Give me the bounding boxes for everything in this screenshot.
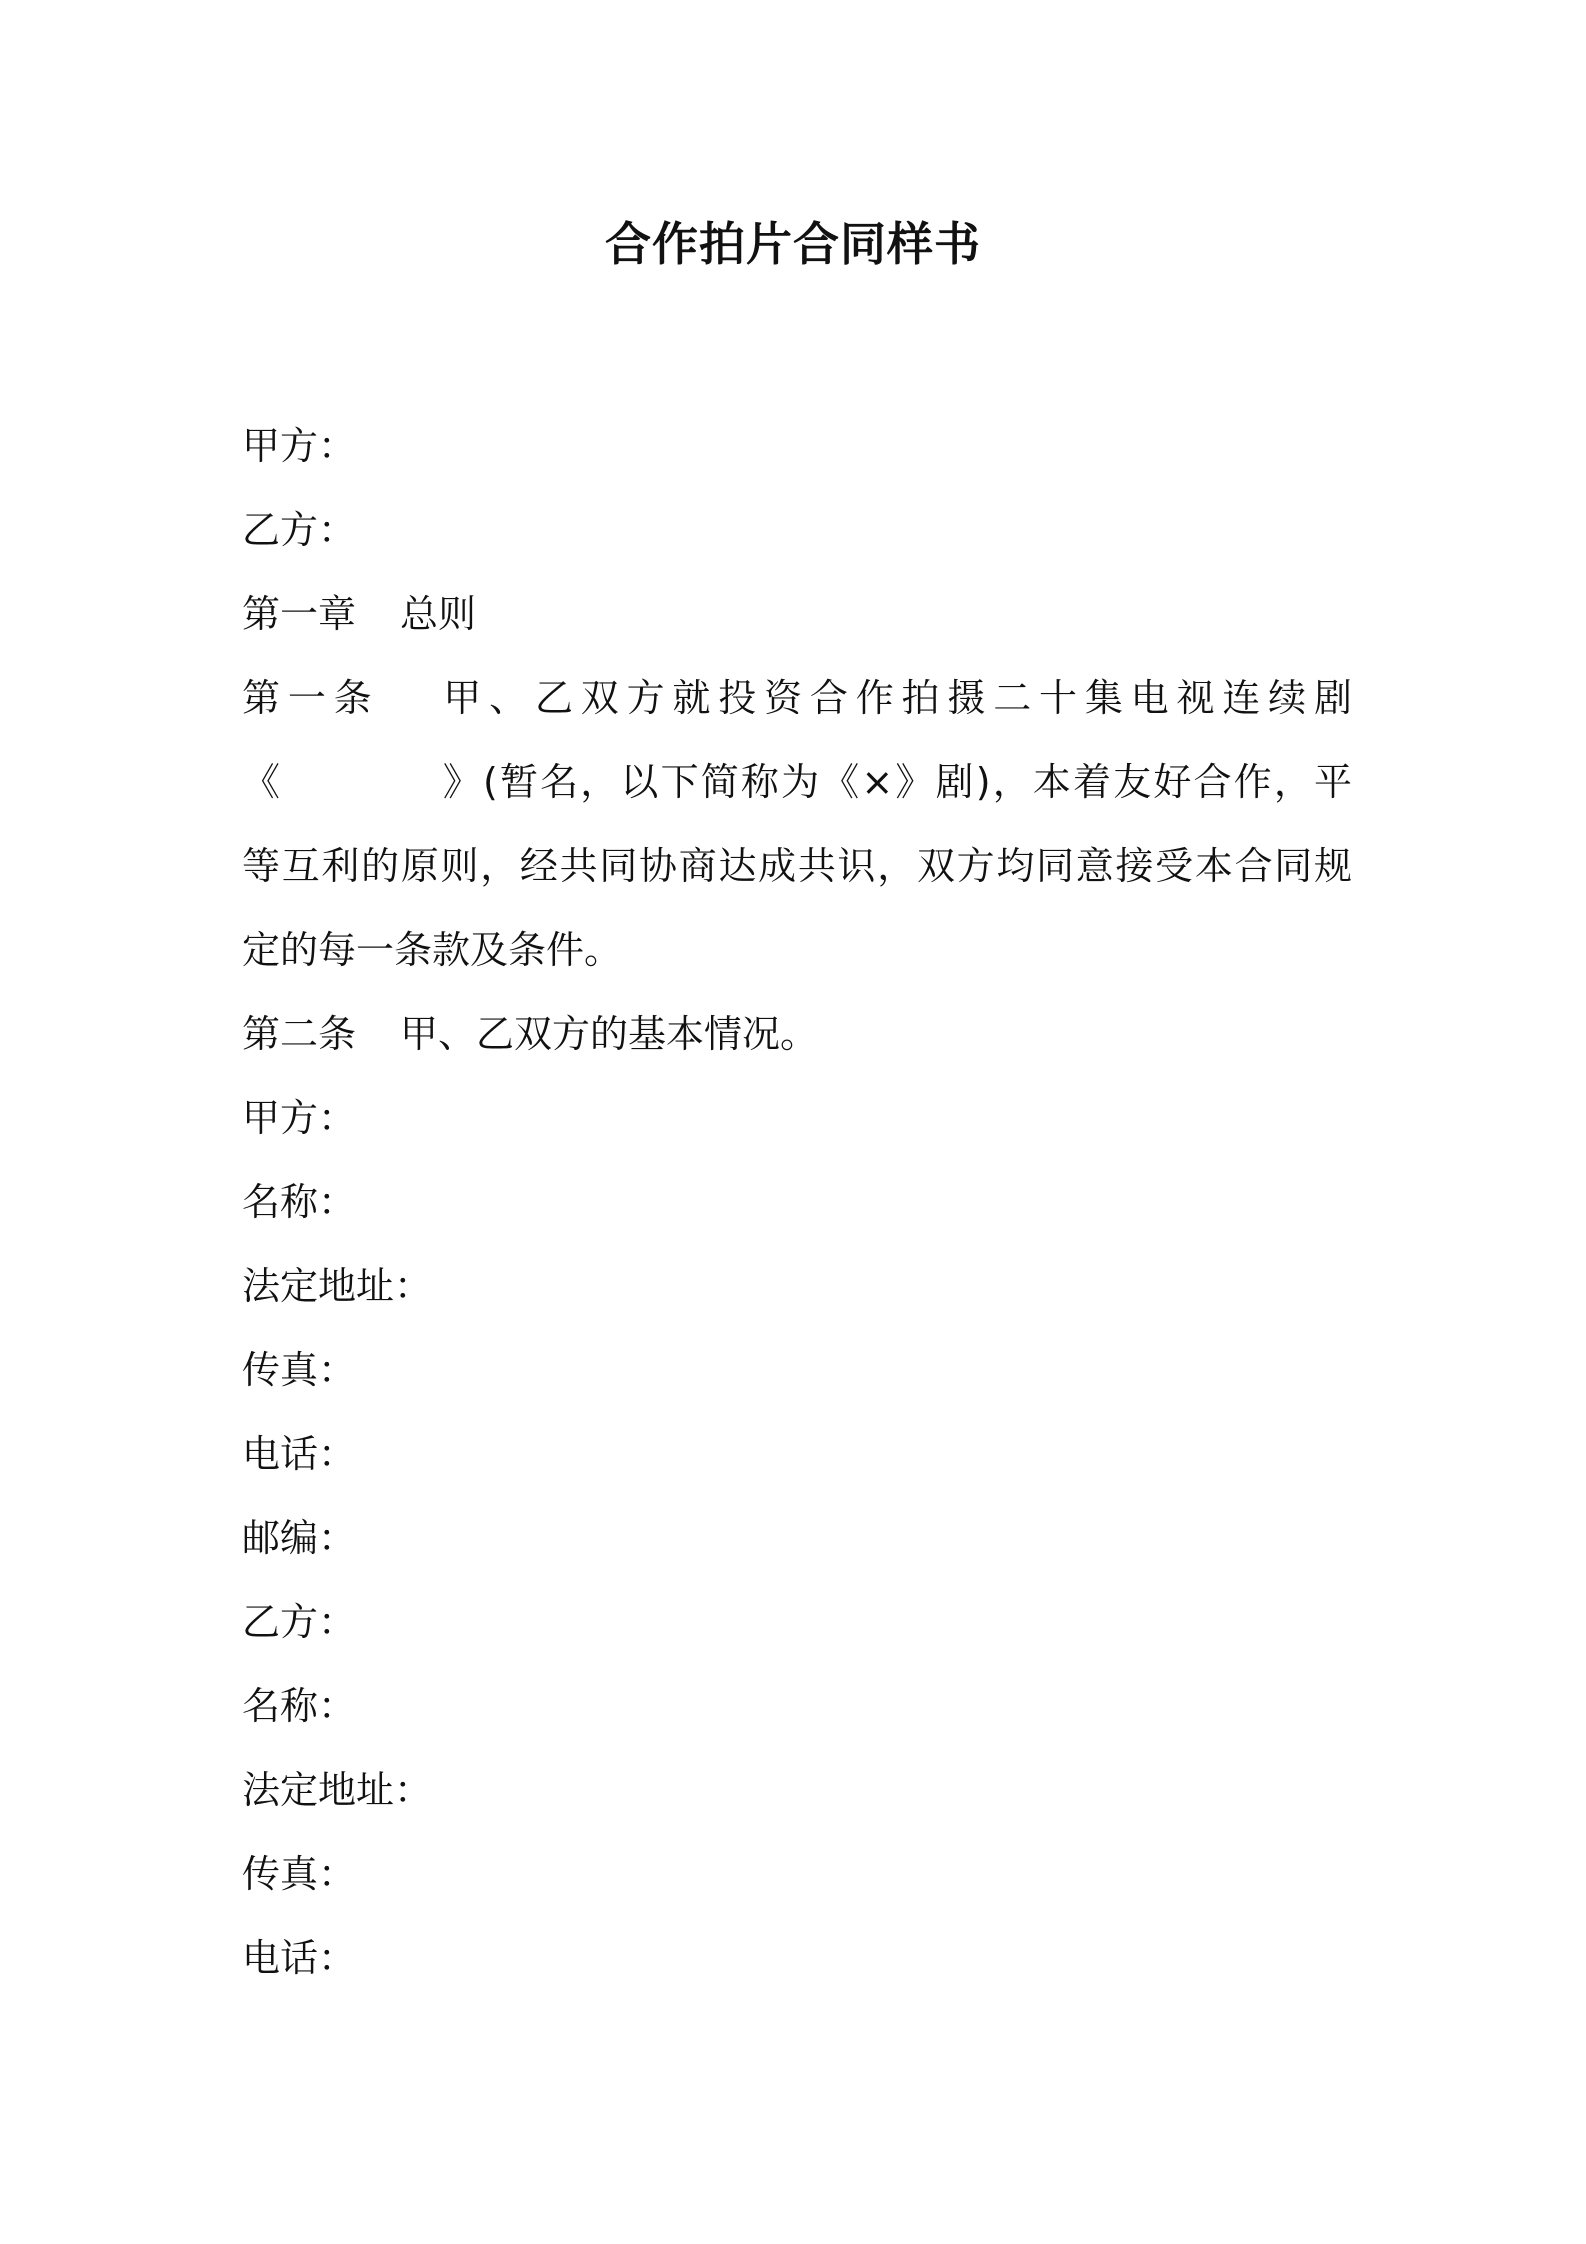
party-b-label: 乙方： — [242, 508, 357, 552]
party-a-label: 甲方： — [242, 424, 357, 468]
document-title: 合作拍片合同样书 — [605, 217, 981, 271]
party-b-line — [242, 488, 1352, 572]
chapter-heading — [242, 572, 1352, 656]
article-1-line-2: 《 》(暂名，以下简称为《×》剧)，本着友好合作，平 — [242, 760, 1352, 804]
party-a-line — [242, 404, 1352, 488]
party-b-fax-field — [242, 1832, 1352, 1916]
party-a-postcode-field — [242, 1496, 1352, 1580]
chapter-number: 第一章 — [242, 592, 357, 636]
party-b-address-label: 法定地址： — [242, 1768, 433, 1812]
party-a-details-label: 甲方： — [242, 1096, 357, 1140]
party-a-postcode-label: 邮编： — [242, 1516, 357, 1560]
party-a-fax-field — [242, 1328, 1352, 1412]
article-1-line-4: 定的每一条款及条件。 — [242, 928, 623, 972]
article-1-line-3: 等互利的原则，经共同协商达成共识，双方均同意接受本合同规 — [242, 844, 1352, 888]
party-b-details-header — [242, 1580, 1352, 1664]
party-b-details-label: 乙方： — [242, 1600, 357, 1644]
party-b-name-label: 名称： — [242, 1684, 357, 1728]
party-b-phone-label: 电话： — [242, 1936, 357, 1980]
article-1-number: 第一条 — [242, 676, 380, 720]
article-1 — [242, 656, 1352, 992]
party-a-address-label: 法定地址： — [242, 1264, 433, 1308]
party-b-fax-label: 传真： — [242, 1852, 357, 1896]
article-1-line-1 — [242, 656, 1352, 740]
party-a-fax-label: 传真： — [242, 1348, 357, 1392]
article-2-text: 甲、乙双方的基本情况。 — [400, 1012, 819, 1056]
party-a-phone-label: 电话： — [242, 1432, 357, 1476]
party-a-name-label: 名称： — [242, 1180, 357, 1224]
party-b-name-field — [242, 1664, 1352, 1748]
article-1-text-1: 甲、乙双方就投资合作拍摄二十集电视连续剧 — [435, 676, 1352, 720]
chapter-name: 总则 — [400, 592, 477, 636]
article-2-number: 第二条 — [242, 1012, 357, 1056]
article-2 — [242, 992, 1352, 1076]
party-b-phone-field — [242, 1916, 1352, 2000]
document-body — [242, 404, 1352, 2000]
party-a-details-header — [242, 1076, 1352, 1160]
party-a-address-field — [242, 1244, 1352, 1328]
party-b-address-field — [242, 1748, 1352, 1832]
party-a-name-field — [242, 1160, 1352, 1244]
party-a-phone-field — [242, 1412, 1352, 1496]
